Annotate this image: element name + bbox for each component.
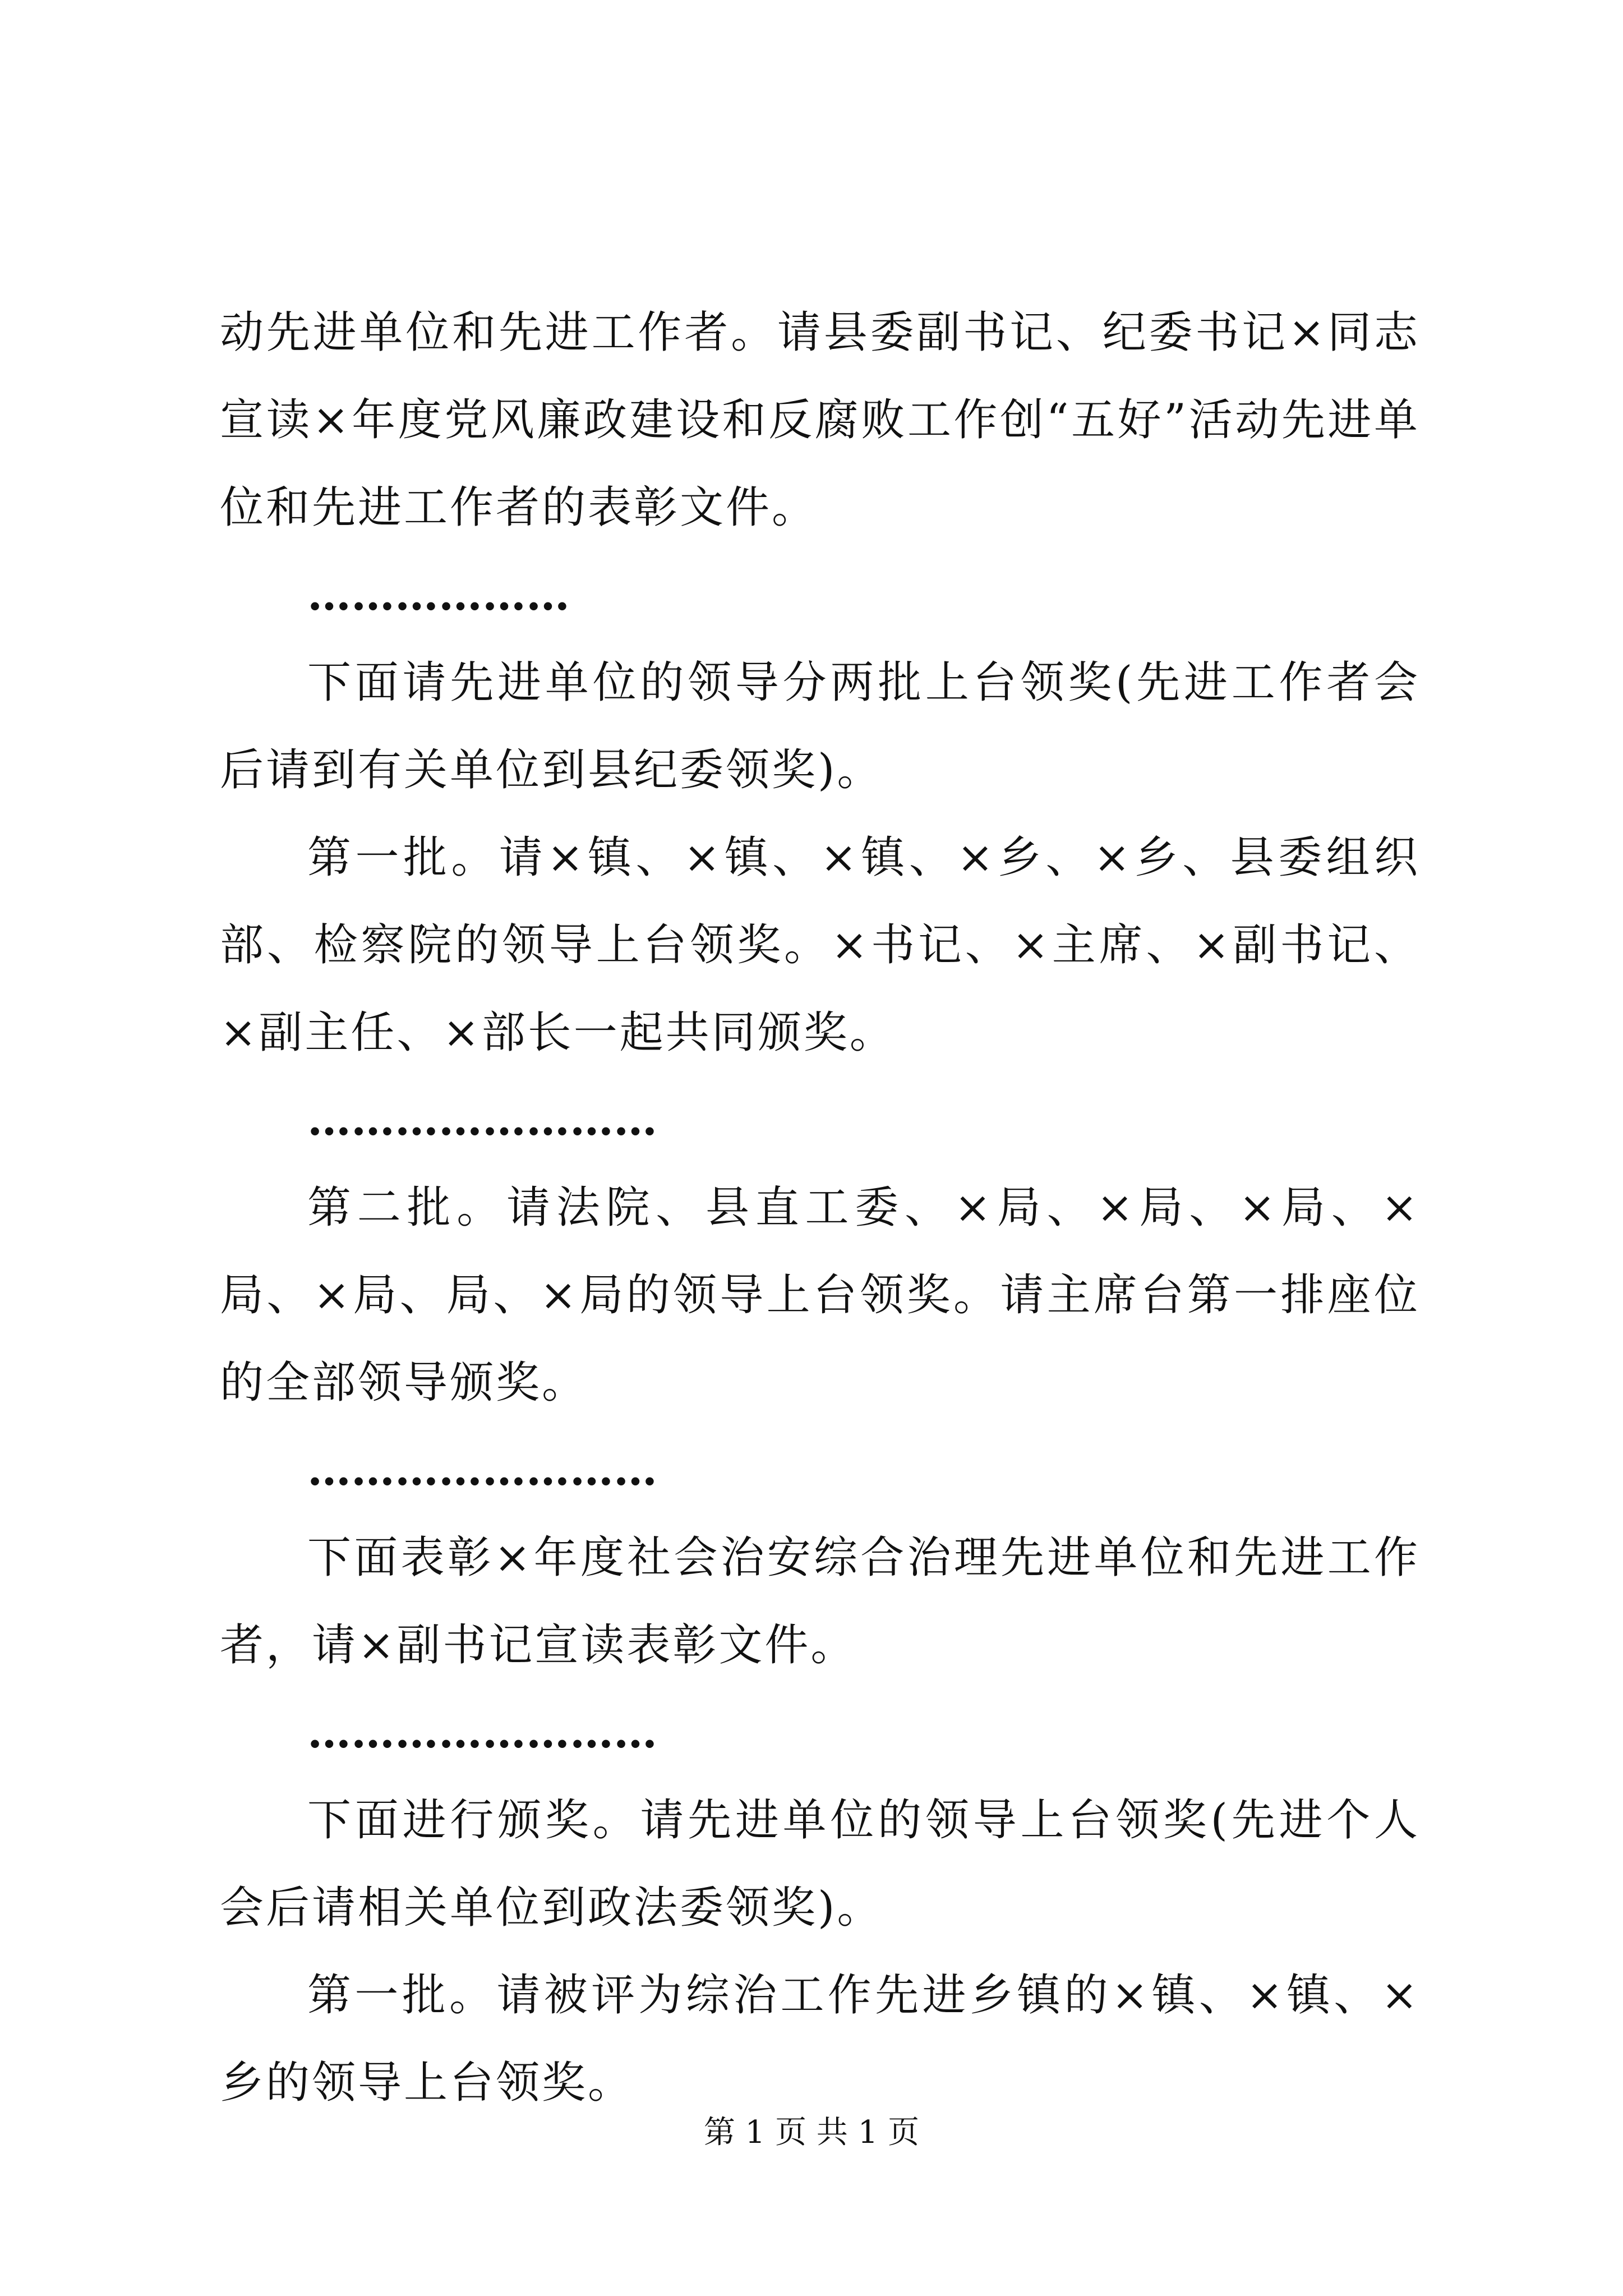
page-footer: 第 1 页 共 1 页 — [703, 2114, 920, 2151]
paragraph-3: 第一批。请×镇、×镇、×镇、×乡、×乡、县委组织部、检察院的领导上台领奖。×书记、×主席、×副书记、×副主任、×部长一起共同颁奖。 — [220, 832, 1420, 1058]
ellipsis-separator-2: …………………… — [307, 1094, 657, 1145]
ellipsis-separator-1: ……………… — [307, 569, 570, 620]
paragraph-5: 下面表彰×年度社会治安综合治理先进单位和先进工作者，请×副书记宣读表彰文件。 — [220, 1533, 1420, 1671]
paragraph-2: 下面请先进单位的领导分两批上台领奖(先进工作者会后请到有关单位到县纪委领奖)。 — [220, 657, 1420, 795]
paragraph-7: 第一批。请被评为综治工作先进乡镇的×镇、×镇、×乡的领导上台领奖。 — [220, 1970, 1420, 2108]
ellipsis-separator-4: …………………… — [307, 1707, 657, 1758]
document-body — [220, 289, 1420, 2127]
paragraph-4: 第二批。请法院、县直工委、×局、×局、×局、×局、×局、局、×局的领导上台领奖。请主席台第一排座位的全部领导颁奖。 — [220, 1182, 1420, 1408]
ellipsis-separator-3: …………………… — [307, 1444, 657, 1496]
paragraph-6: 下面进行颁奖。请先进单位的领导上台领奖(先进个人会后请相关单位到政法委领奖)。 — [220, 1795, 1420, 1933]
paragraph-1: 动先进单位和先进工作者。请县委副书记、纪委书记×同志宣读×年度党风廉政建设和反腐败工作创“五好”活动先进单位和先进工作者的表彰文件。 — [220, 307, 1420, 533]
